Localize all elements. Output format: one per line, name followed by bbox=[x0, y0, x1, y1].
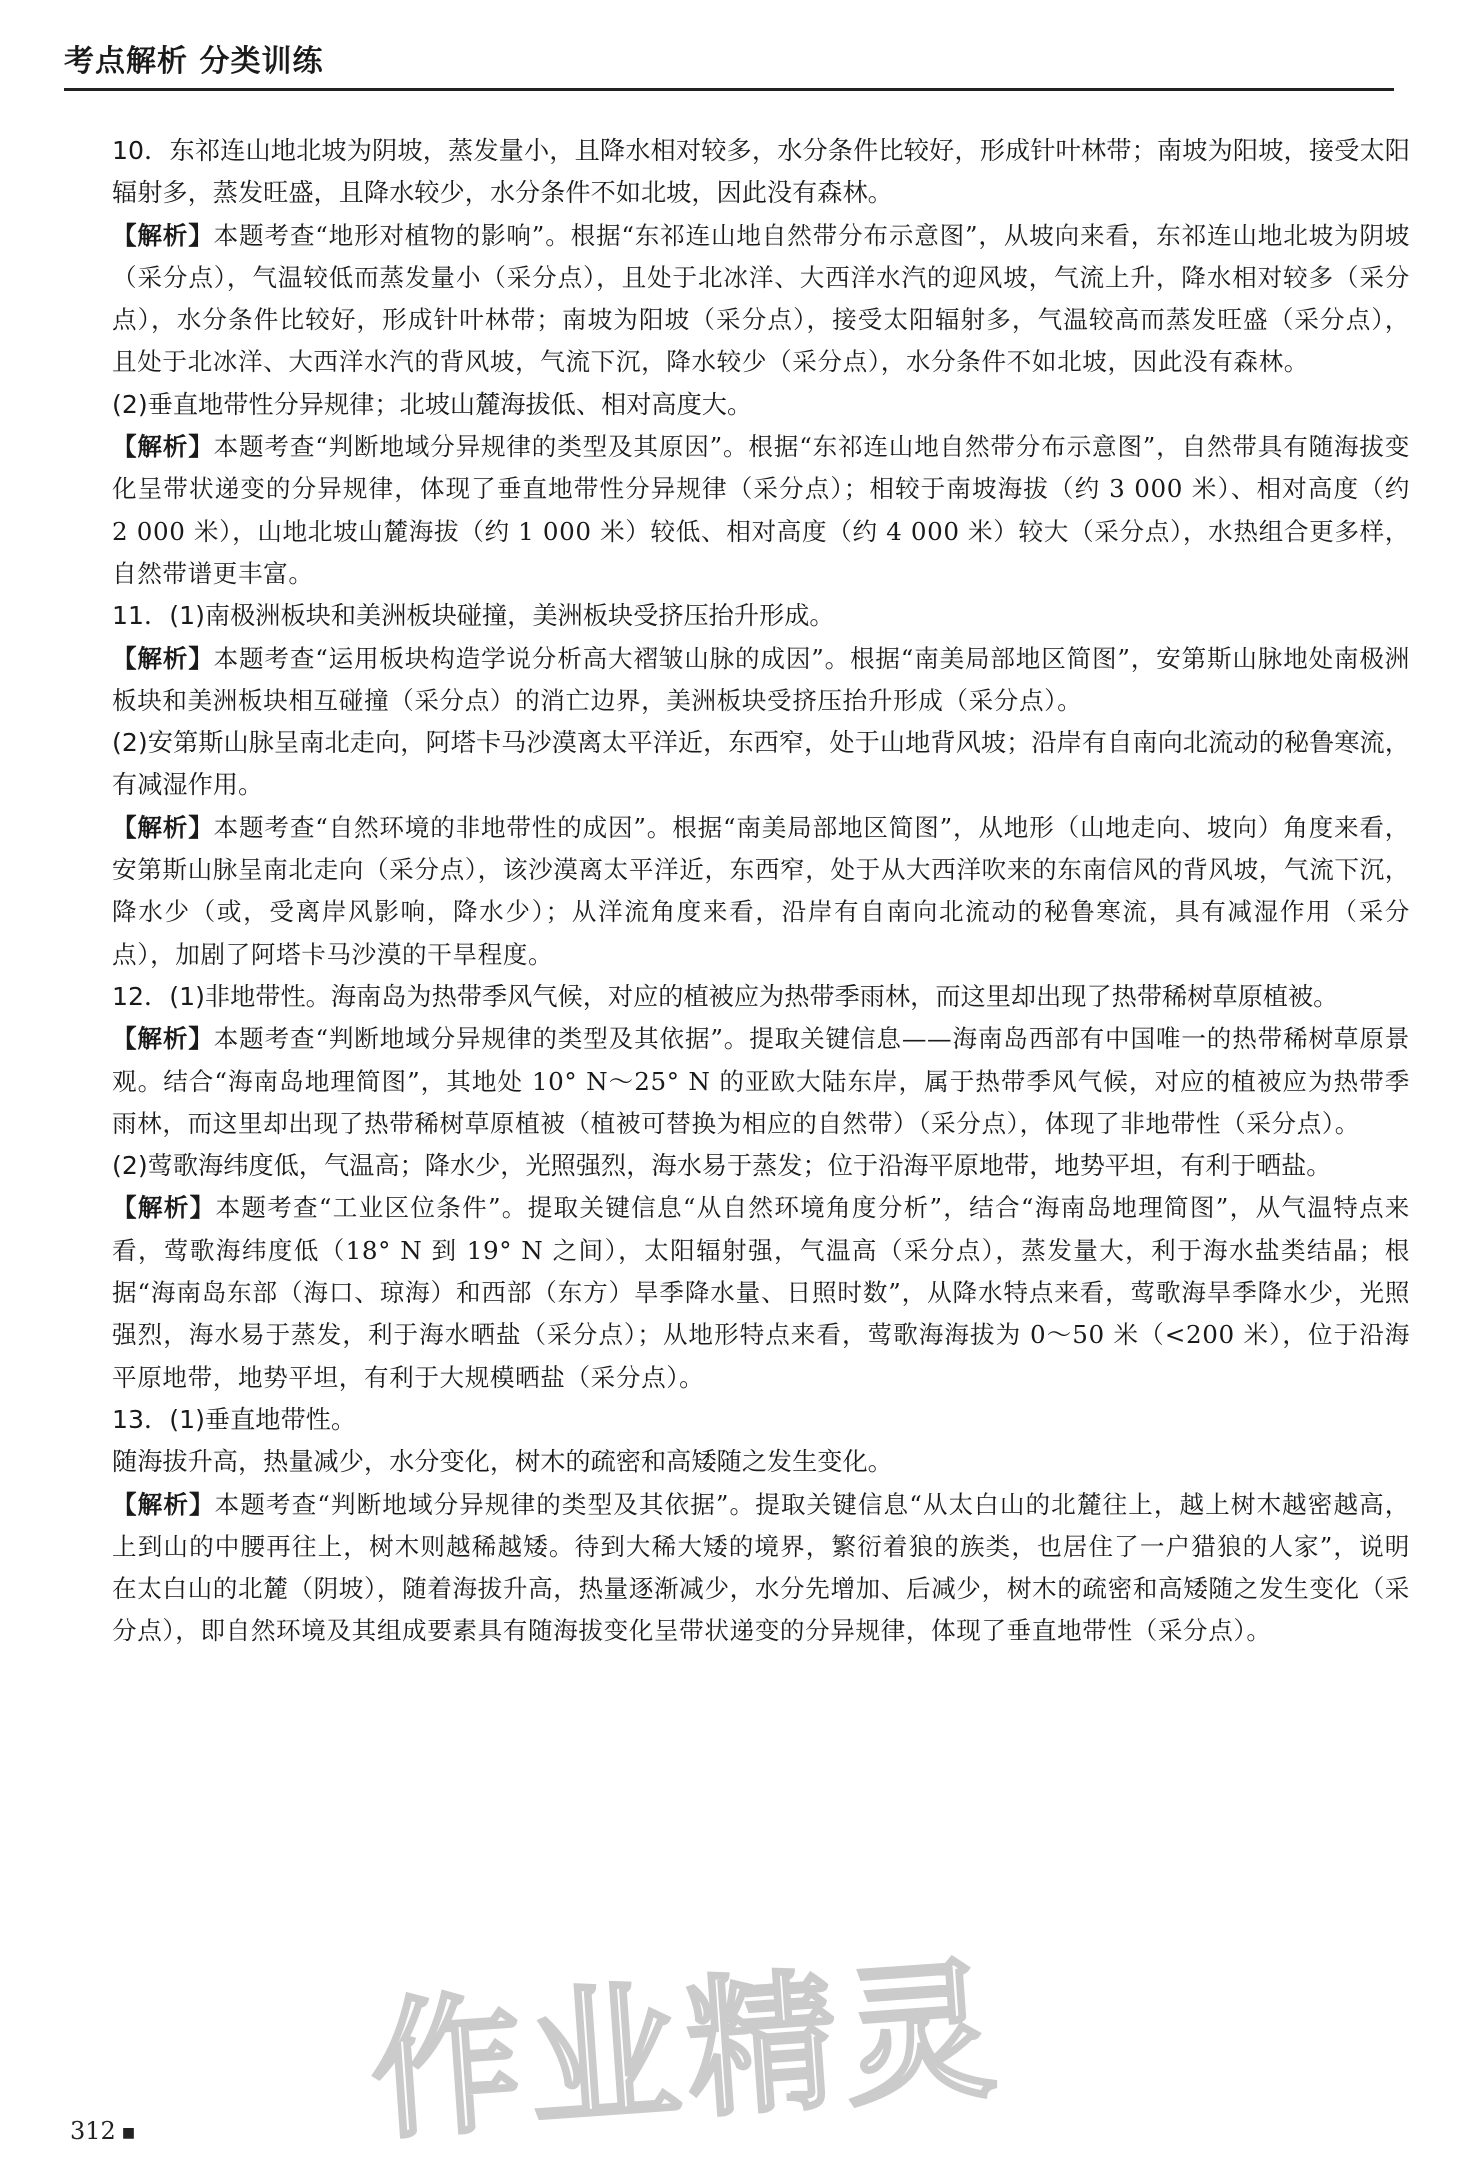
header-rule bbox=[64, 88, 1394, 91]
watermark-logo: 作业精灵 bbox=[365, 1943, 1009, 2161]
paragraph-text: 13．(1)垂直地带性。 bbox=[112, 1404, 357, 1434]
paragraph-text: 11．(1)南极洲板块和美洲板块碰撞，美洲板块受挤压抬升形成。 bbox=[112, 601, 835, 631]
square-marker-icon: ■ bbox=[121, 2124, 136, 2141]
explanation-paragraph bbox=[112, 215, 1410, 384]
explanation-tag: 【解析】 bbox=[112, 812, 214, 842]
paragraph-text: 本题考查“运用板块构造学说分析高大褶皱山脉的成因”。根据“南美局部地区简图”，安第斯山脉地处南极洲板块和美洲板块相互碰撞（采分点）的消亡边界，美洲板块受挤压抬升形成（采分点）。 bbox=[112, 643, 1410, 715]
paragraph-text: 本题考查“自然环境的非地带性的成因”。根据“南美局部地区简图”，从地形（山地走向、坡向）角度来看，安第斯山脉呈南北走向（采分点），该沙漠离太平洋近，东西窄，处于从大西洋吹来的东南信风的背风坡，气流下沉，降水少（或，受离岸风影响，降水少）；从洋流角度来看，沿岸有自南向北流动的秘鲁寒流，具有减湿作用（采分点），加剧了阿塔卡马沙漠的干旱程度。 bbox=[112, 812, 1410, 969]
page-footer bbox=[70, 2117, 135, 2145]
explanation-tag: 【解析】 bbox=[112, 643, 214, 673]
explanation-tag: 【解析】 bbox=[112, 220, 214, 250]
explanation-tag: 【解析】 bbox=[112, 432, 214, 462]
answer-paragraph bbox=[112, 1399, 1410, 1441]
paragraph-text: (2)安第斯山脉呈南北走向，阿塔卡马沙漠离太平洋近，东西窄，处于山地背风坡；沿岸有自南向北流动的秘鲁寒流，有减湿作用。 bbox=[112, 728, 1410, 800]
answer-paragraph bbox=[112, 595, 1410, 637]
answer-paragraph bbox=[112, 384, 1410, 426]
explanation-tag: 【解析】 bbox=[112, 1024, 214, 1054]
explanation-paragraph bbox=[112, 426, 1410, 595]
paragraph-text: (2)莺歌海纬度低，气温高；降水少，光照强烈，海水易于蒸发；位于沿海平原地带，地势平坦，有利于晒盐。 bbox=[112, 1151, 1332, 1181]
page-number: 312 bbox=[70, 2117, 116, 2145]
paragraph-text: (2)垂直地带性分异规律；北坡山麓海拔低、相对高度大。 bbox=[112, 389, 753, 419]
explanation-paragraph bbox=[112, 1018, 1410, 1145]
paragraph-text: 本题考查“地形对植物的影响”。根据“东祁连山地自然带分布示意图”，从坡向来看，东祁连山地北坡为阴坡（采分点），气温较低而蒸发量小（采分点），且处于北冰洋、大西洋水汽的迎风坡，气流上升，降水相对较多（采分点），水分条件比较好，形成针叶林带；南坡为阳坡（采分点），接受太阳辐射多，气温较高而蒸发旺盛（采分点），且处于北冰洋、大西洋水汽的背风坡，气流下沉，降水较少（采分点），水分条件不如北坡，因此没有森林。 bbox=[112, 220, 1410, 377]
answer-paragraph bbox=[112, 1441, 1410, 1483]
explanation-paragraph bbox=[112, 1484, 1410, 1653]
paragraph-text: 本题考查“判断地域分异规律的类型及其依据”。提取关键信息“从太白山的北麓往上，越上树木越密越高，上到山的中腰再往上，树木则越稀越矮。待到大稀大矮的境界，繁衍着狼的族类，也居住了一户猎狼的人家”，说明在太白山的北麓（阴坡），随着海拔升高，热量逐渐减少，水分先增加、后减少，树木的疏密和高矮随之发生变化（采分点），即自然环境及其组成要素具有随海拔变化呈带状递变的分异规律，体现了垂直地带性（采分点）。 bbox=[112, 1489, 1410, 1646]
paragraph-text: 本题考查“判断地域分异规律的类型及其原因”。根据“东祁连山地自然带分布示意图”，自然带具有随海拔变化呈带状递变的分异规律，体现了垂直地带性分异规律（采分点）；相较于南坡海拔（约 3 000 米）、相对高度（约 2 000 米），山地北坡山麓海拔（约 1 000 米）较低、相对高度（约 4 000 米）较大（采分点），水热组合更多样，自然带谱更丰富。 bbox=[112, 432, 1410, 588]
paragraph-text: 随海拔升高，热量减少，水分变化，树木的疏密和高矮随之发生变化。 bbox=[112, 1447, 893, 1477]
answer-paragraph bbox=[112, 1145, 1410, 1187]
explanation-tag: 【解析】 bbox=[112, 1193, 216, 1223]
paragraph-text: 本题考查“工业区位条件”。提取关键信息“从自然环境角度分析”，结合“海南岛地理简图”，从气温特点来看，莺歌海纬度低（18° N 到 19° N 之间），太阳辐射强，气温高（采分点），蒸发量大，利于海水盐类结晶；根据“海南岛东部（海口、琼海）和西部（东方）旱季降水量、日照时数”，从降水特点来看，莺歌海旱季降水少，光照强烈，海水易于蒸发，利于海水晒盐（采分点）；从地形特点来看，莺歌海海拔为 0～50 米（<200 米），位于沿海平原地带，地势平坦，有利于大规模晒盐（采分点）。 bbox=[112, 1193, 1411, 1392]
answer-content bbox=[112, 130, 1410, 1653]
paragraph-text: 本题考查“判断地域分异规律的类型及其依据”。提取关键信息——海南岛西部有中国唯一的热带稀树草原景观。结合“海南岛地理简图”，其地处 10° N～25° N 的亚欧大陆东岸，属于热带季风气候，对应的植被应为热带季雨林，而这里却出现了热带稀树草原植被（植被可替换为相应的自然带）（采分点），体现了非地带性（采分点）。 bbox=[112, 1024, 1410, 1138]
explanation-paragraph bbox=[112, 1187, 1410, 1398]
paragraph-text: 12．(1)非地带性。海南岛为热带季风气候，对应的植被应为热带季雨林，而这里却出现了热带稀树草原植被。 bbox=[112, 981, 1339, 1011]
answer-paragraph bbox=[112, 976, 1410, 1018]
explanation-paragraph bbox=[112, 807, 1410, 976]
page-header bbox=[64, 36, 1394, 91]
paragraph-text: 10．东祁连山地北坡为阴坡，蒸发量小，且降水相对较多，水分条件比较好，形成针叶林带；南坡为阳坡，接受太阳辐射多，蒸发旺盛，且降水较少，水分条件不如北坡，因此没有森林。 bbox=[112, 136, 1410, 208]
answer-paragraph bbox=[112, 130, 1410, 215]
header-title: 考点解析 分类训练 bbox=[64, 44, 324, 79]
answer-paragraph bbox=[112, 722, 1410, 807]
explanation-tag: 【解析】 bbox=[112, 1489, 215, 1519]
explanation-paragraph bbox=[112, 638, 1410, 723]
